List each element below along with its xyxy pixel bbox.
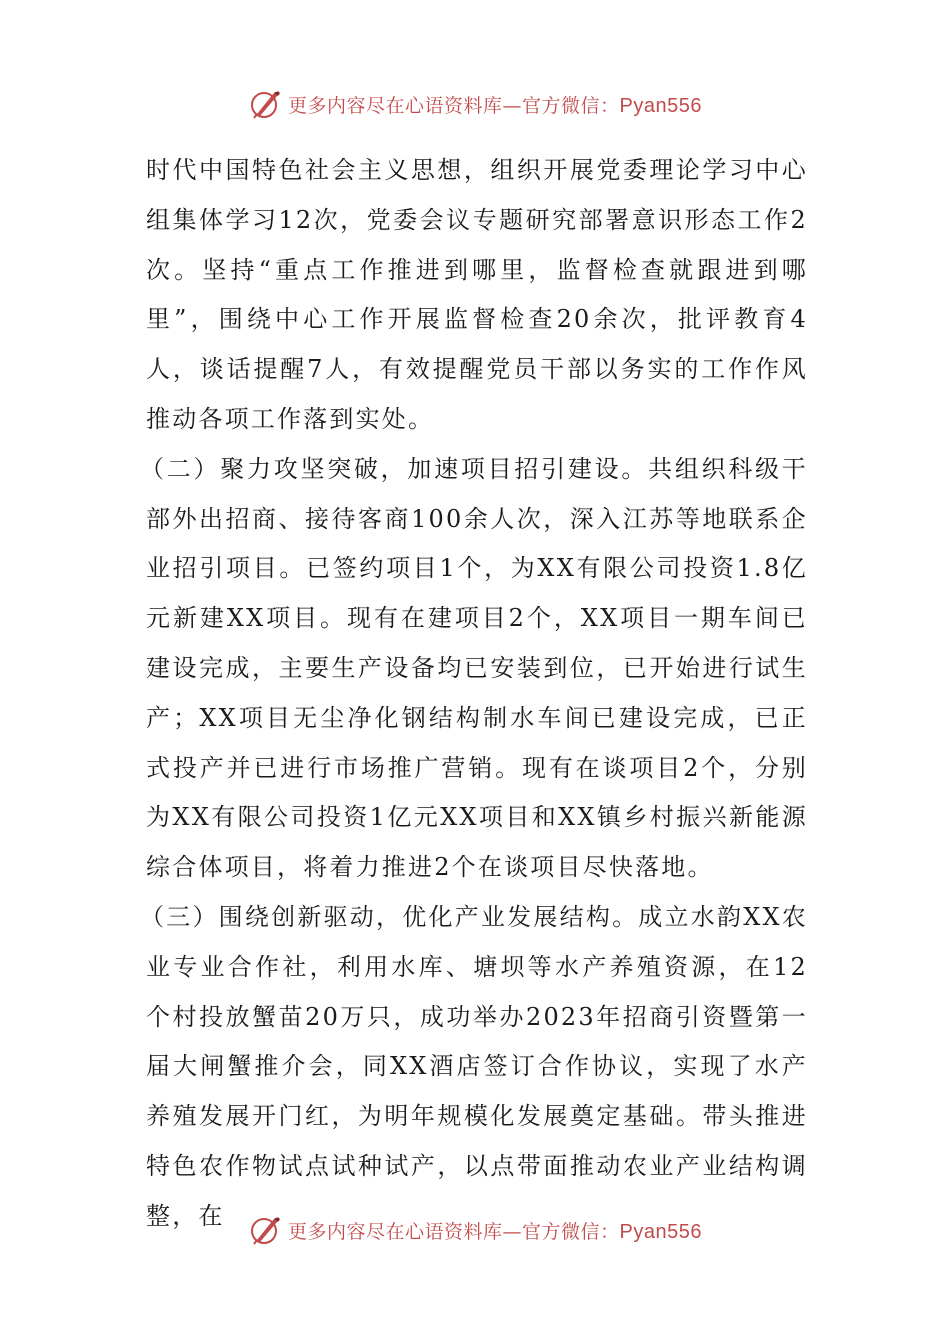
paragraph-1: 时代中国特色社会主义思想，组织开展党委理论学习中心组集体学习12次，党委会议专题研究部署意识形态工作2次。坚持“重点工作推进到哪里，监督检查就跟进到哪里”，围绕中心工作开展监督检查20余次，批评教育4人，谈话提醒7人，有效提醒党员干部以务实的工作作风推动各项工作落到实处。 <box>146 156 808 433</box>
quill-pen-logo-icon <box>248 87 282 121</box>
paragraph-3: （三）围绕创新驱动，优化产业发展结构。成立水韵XX农业专业合作社，利用水库、塘坝等水产养殖资源，在12个村投放蟹苗20万只，成功举办2023年招商引资暨第一届大闸蟹推介会，同XX酒店签订合作协议，实现了水产养殖发展开门红，为明年规模化发展奠定基础。带头推进特色农作物试点试种试产，以点带面推动农业产业结构调整，在 <box>140 902 808 1230</box>
watermark-wechat-id: Pyan556 <box>619 94 702 117</box>
quill-pen-logo-icon <box>248 1213 282 1247</box>
watermark-wechat-id: Pyan556 <box>619 1220 702 1243</box>
header-watermark <box>0 84 950 124</box>
footer-watermark <box>0 1210 950 1250</box>
watermark-text: 更多内容尽在心语资料库—官方微信：Pyan556 <box>288 1220 702 1243</box>
watermark-text: 更多内容尽在心语资料库—官方微信：Pyan556 <box>288 94 702 117</box>
paragraph-2: （二）聚力攻坚突破，加速项目招引建设。共组织科级干部外出招商、接待客商100余人次，深入江苏等地联系企业招引项目。已签约项目1个，为XX有限公司投资1.8亿元新建XX项目。现有在建项目2个，XX项目一期车间已建设完成，主要生产设备均已安装到位，已开始进行试生产；XX项目无尘净化钢结构制水车间已建设完成，已正式投产并已进行市场推广营销。现有在谈项目2个，分别为XX有限公司投资1亿元XX项目和XX镇乡村振兴新能源综合体项目，将着力推进2个在谈项目尽快落地。 <box>140 454 808 882</box>
document-body <box>140 146 808 1242</box>
